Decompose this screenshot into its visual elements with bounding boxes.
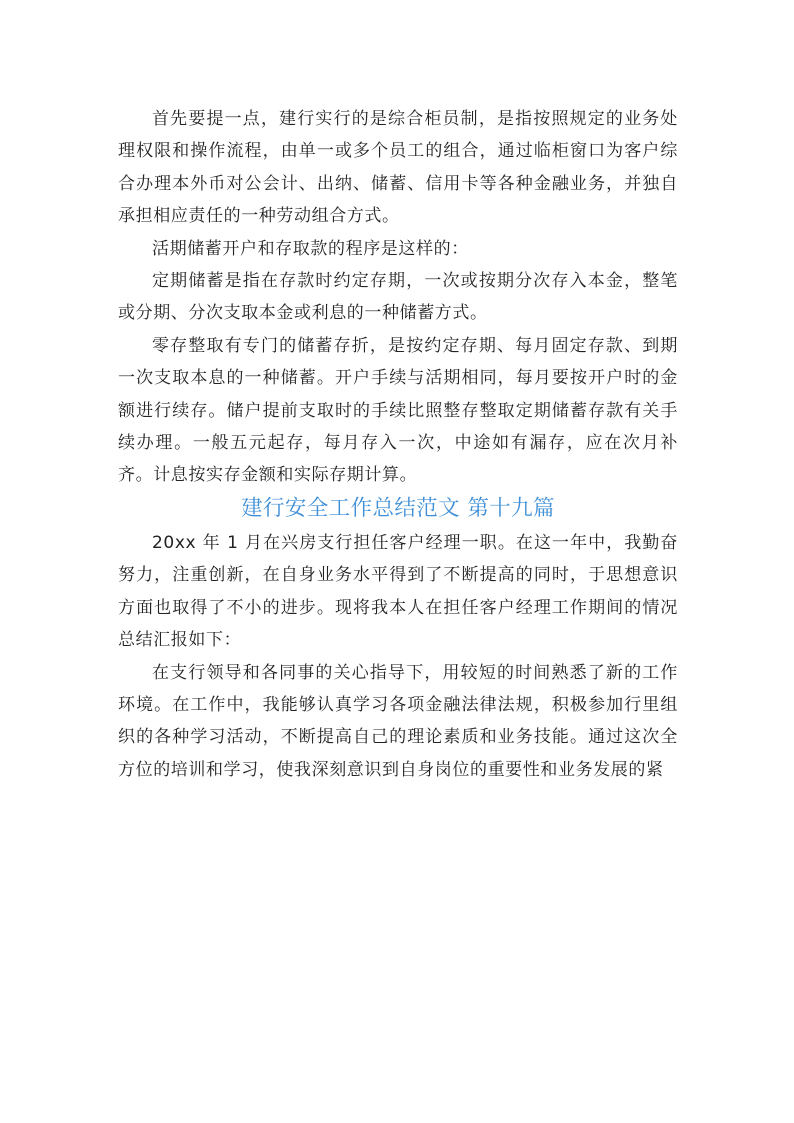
body-paragraph: 20xx 年 1 月在兴房支行担任客户经理一职。在这一年中，我勤奋努力，注重创新，在自身业务水平得到了不断提高的同时，于思想意识方面也取得了不小的进步。现将我本人在担任客户经理工作期间的情况总结汇报如下： xyxy=(118,532,678,651)
body-paragraph: 首先要提一点，建行实行的是综合柜员制，是指按照规定的业务处理权限和操作流程，由单一或多个员工的组合，通过临柜窗口为客户综合办理本外币对公会计、出纳、储蓄、信用卡等各种金融业务，并独自承担相应责任的一种劳动组合方式。 xyxy=(118,109,678,227)
body-paragraph: 定期储蓄是指在存款时约定存期，一次或按期分次存入本金，整笔或分期、分次支取本金或利息的一种储蓄方式。 xyxy=(118,271,678,324)
body-paragraph: 在支行领导和各同事的关心指导下，用较短的时间熟悉了新的工作环境。在工作中，我能够认真学习各项金融法律法规，积极参加行里组织的各种学习活动，不断提高自己的理论素质和业务技能。通过这次全方位的培训和学习，使我深刻意识到自身岗位的重要性和业务发展的紧 xyxy=(118,662,678,780)
section-heading: 建行安全工作总结范文 第十九篇 xyxy=(241,495,555,521)
body-paragraph: 活期储蓄开户和存取款的程序是这样的： xyxy=(152,238,469,259)
body-paragraph: 零存整取有专门的储蓄存折，是按约定存期、每月固定存款、到期一次支取本息的一种储蓄。开户手续与活期相同，每月要按开户时的金额进行续存。储户提前支取时的手续比照整存整取定期储蓄存款有关手续办理。一般五元起存，每月存入一次，中途如有漏存，应在次月补齐。计息按实存金额和实际存期计算。 xyxy=(118,335,678,486)
document-page xyxy=(118,103,678,786)
